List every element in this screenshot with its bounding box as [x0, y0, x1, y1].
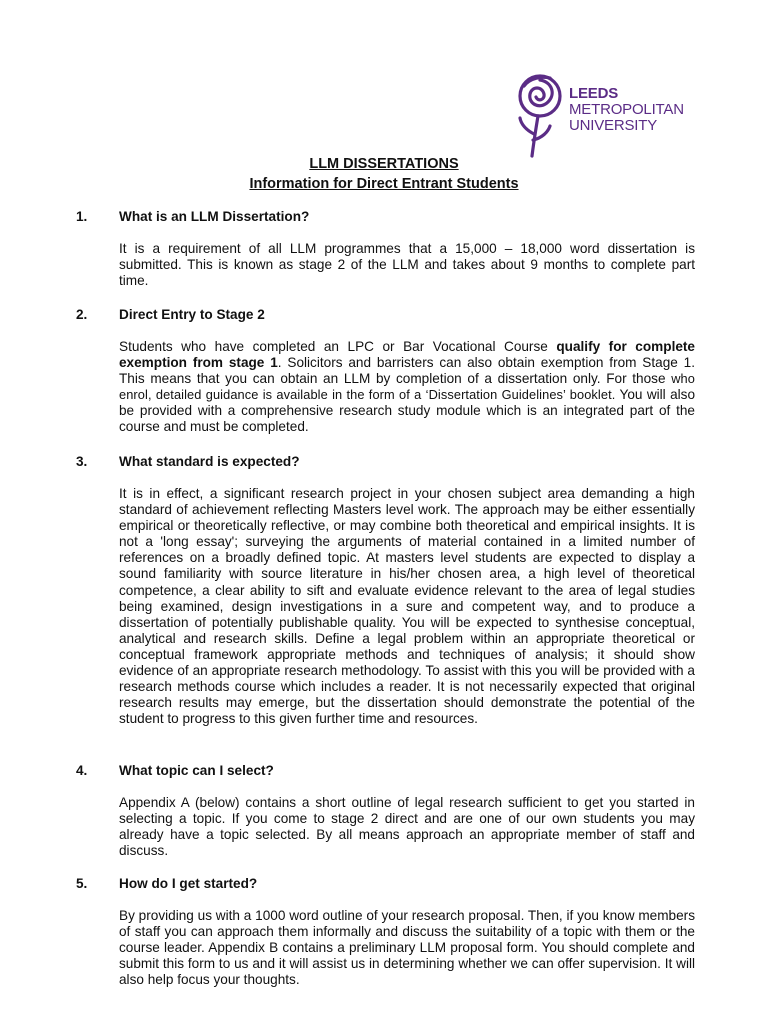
section-heading: What standard is expected?	[119, 454, 300, 469]
university-logo	[512, 70, 702, 160]
section-number: 3.	[76, 454, 88, 469]
section-number: 4.	[76, 763, 88, 778]
section-paragraph: It is in effect, a significant research project in your chosen subject area demanding a high standard of achievement reflecting Masters level work. The approach may be either essentially empirical or theoretically reflective, or may combine both theoretical and empirical insights. It is not a 'long essay'; surveying the arguments of material contained in a limited number of references on a broadly defined topic. At masters level students are expected to display a sound familiarity with source literature in his/her chosen area, a high level of theoretical competence, a clear ability to sift and evaluate evidence relevant to the area of legal studies being examined, design investigations in a sure and competent way, and to produce a dissertation of potentially publishable quality. You will be expected to synthesise conceptual, analytical and research skills. Define a legal problem within an appropriate theoretical or conceptual framework appropriate methods and techniques of analysis; it should show evidence of an appropriate research methodology. To assist with this you will be provided with a research methods course which includes a reader. It is not necessarily expected that original research results may emerge, but the dissertation should demonstrate the potential of the student to progress to this given further time and resources.	[119, 486, 695, 727]
section-paragraph: Appendix A (below) contains a short outline of legal research sufficient to get you started in selecting a topic. If you come to stage 2 direct and are one of our own students you may already have a topic selected. By all means approach an appropriate member of staff and discuss.	[119, 795, 695, 859]
section-paragraph: By providing us with a 1000 word outline of your research proposal. Then, if you know members of staff you can approach them informally and discuss the suitability of a topic with them or the course leader. Appendix B contains a preliminary LLM proposal form. You should complete and submit this form to us and it will assist us in determining whether we can offer supervision. It will also help focus your thoughts.	[119, 908, 695, 988]
title-line-1: LLM DISSERTATIONS	[309, 156, 459, 172]
title-line-2: Information for Direct Entrant Students	[249, 176, 519, 192]
section-number: 5.	[76, 876, 88, 891]
logo-line-3: UNIVERSITY	[569, 117, 658, 134]
paragraph-text: Students who have completed an LPC or Bar Vocational Course	[119, 339, 557, 354]
logo-line-1: LEEDS	[569, 85, 619, 102]
paragraph-bold-text: qualify for complete exemption from stage 1	[119, 339, 695, 371]
paragraph-small-text: who enrol, detailed guidance is available in the form of a ‘Dissertation Guidelines’ booklet.	[119, 371, 695, 403]
paragraph-text: . Solicitors and barristers can also obtain exemption from Stage 1. This means that you can obtain an LLM by completion of a dissertation only. For those	[119, 355, 695, 387]
section-paragraph	[119, 339, 695, 436]
rose-logo-icon	[512, 70, 568, 160]
paragraph-text: You will also be provided with a comprehensive research study module which is an integrated part of the course and must be completed.	[119, 387, 696, 435]
section-heading: Direct Entry to Stage 2	[119, 307, 265, 322]
section-paragraph: It is a requirement of all LLM programmes that a 15,000 – 18,000 word dissertation is submitted. This is known as stage 2 of the LLM and takes about 9 months to complete part time.	[119, 241, 695, 289]
logo-wordmark	[569, 86, 684, 134]
document-title	[0, 154, 768, 194]
section-number: 2.	[76, 307, 88, 322]
section-number: 1.	[76, 209, 88, 224]
section-heading: What is an LLM Dissertation?	[119, 209, 310, 224]
section-heading: How do I get started?	[119, 876, 258, 891]
logo-line-2: METROPOLITAN	[569, 101, 684, 118]
section-heading: What topic can I select?	[119, 763, 274, 778]
